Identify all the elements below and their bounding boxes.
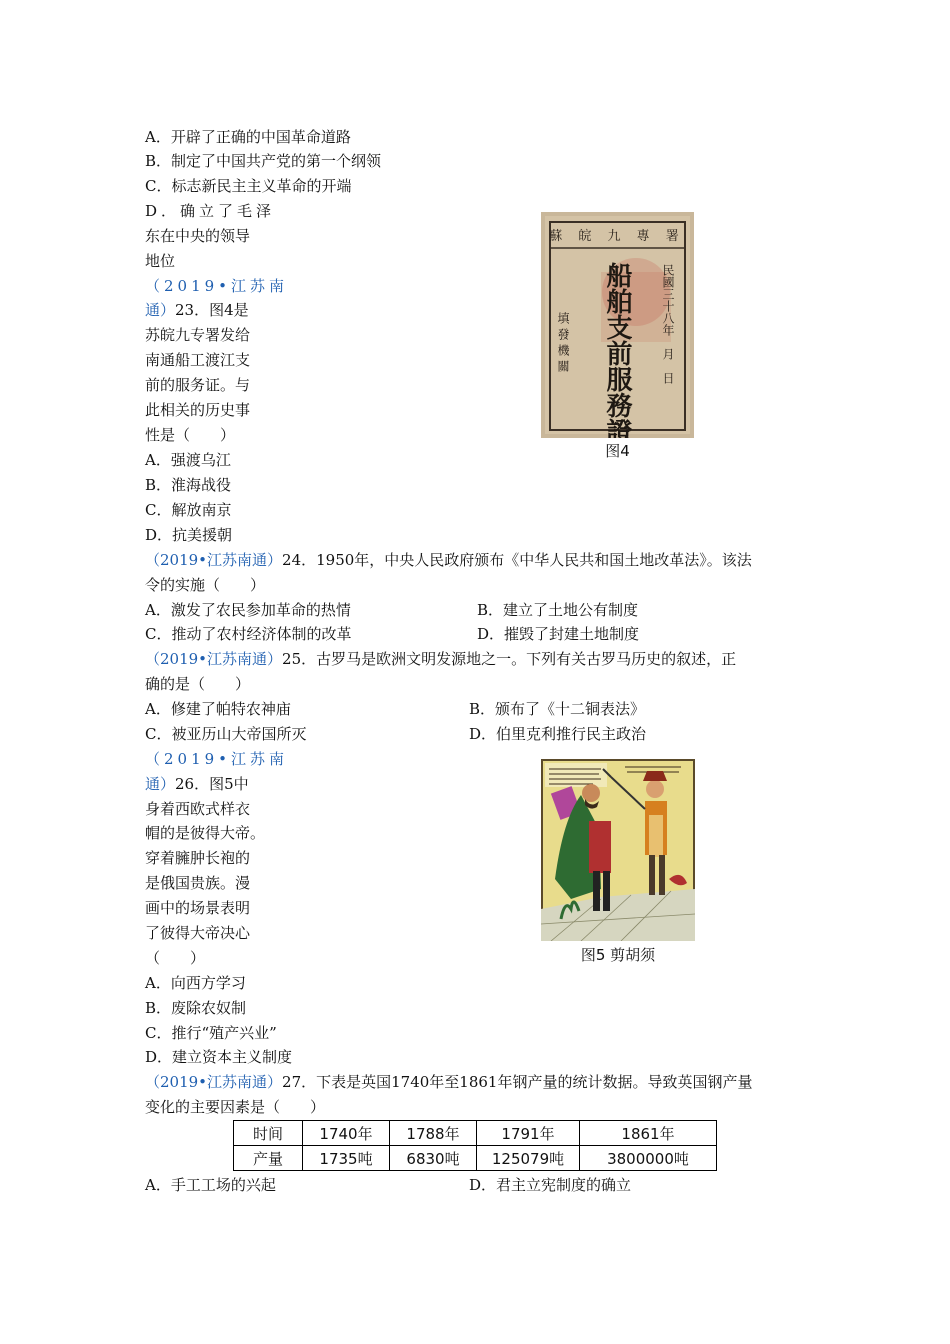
q25-option-b: B．颁布了《十二铜表法》 (469, 700, 646, 718)
table-cell: 1735吨 (303, 1146, 390, 1171)
table-cell: 1788年 (390, 1121, 477, 1146)
q25-option-c: C．被亚历山大帝国所灭 (145, 725, 307, 743)
q25-option-a: A．修建了帕特农神庙 (145, 700, 291, 718)
certificate-header: 蘇 皖 九 專 署 (549, 229, 685, 244)
q23-stem-line1 (145, 298, 249, 323)
q22-option-b: B．制定了中国共产党的第一个纲领 (145, 152, 382, 170)
q22-option-d-line3: 地位 (145, 252, 176, 270)
q26-option-d: D．建立资本主义制度 (145, 1048, 293, 1066)
q27-stem-line1 (145, 1070, 752, 1095)
q23-option-a: A．强渡乌江 (145, 451, 231, 469)
q22-option-c: C．标志新民主主义革命的开端 (145, 177, 352, 195)
q24-stem-text: 24．1950年，中央人民政府颁布《中华人民共和国土地改革法》。该法 (282, 551, 752, 569)
table-row (234, 1121, 717, 1146)
q23-stem-line5: 此相关的历史事 (145, 401, 251, 419)
cartoon-image (541, 759, 695, 941)
q26-source-line1: （2019•江苏南 (145, 750, 289, 768)
q25-stem-text: 25．古罗马是欧洲文明发源地之一。下列有关古罗马历史的叙述，正 (282, 650, 737, 668)
q23-option-d: D．抗美援朝 (145, 526, 233, 544)
q23-stem-line6: 性是（ ） (145, 426, 236, 444)
q25-stem-line1 (145, 647, 736, 672)
q24-option-b: B．建立了土地公有制度 (477, 601, 639, 619)
q23-source-line1: （2019•江苏南 (145, 277, 289, 295)
q25-source: （2019•江苏南通） (145, 650, 283, 668)
q23-source-line2: 通） (145, 301, 176, 319)
q26-source-line2: 通） (145, 775, 176, 793)
q24-source: （2019•江苏南通） (145, 551, 283, 569)
q27-option-a: A．手工工场的兴起 (145, 1176, 276, 1194)
q22-option-d-line1: D．确立了毛泽 (145, 202, 276, 220)
q26-stem-line2: 身着西欧式样衣 (145, 800, 251, 818)
q24-option-d: D．摧毁了封建土地制度 (477, 625, 640, 643)
q26-stem-line1 (145, 772, 249, 797)
q26-stem-line6: 画中的场景表明 (145, 899, 251, 917)
certificate-title: 船舶支前服務證 (602, 262, 632, 438)
table-cell: 1791年 (477, 1121, 580, 1146)
figure-5-cartoon (541, 759, 695, 941)
q23-stem-line3: 南通船工渡江支 (145, 351, 251, 369)
q23-stem-line4: 前的服务证。与 (145, 376, 251, 394)
q26-stem-line5: 是俄国贵族。漫 (145, 874, 251, 892)
table-cell: 125079吨 (477, 1146, 580, 1171)
q26-stem-line8: （ ） (145, 949, 206, 967)
q27-stem-line2: 变化的主要因素是（ ） (145, 1098, 326, 1116)
q27-option-d: D．君主立宪制度的确立 (469, 1176, 632, 1194)
q23-option-b: B．淮海战役 (145, 476, 232, 494)
table-cell: 1740年 (303, 1121, 390, 1146)
figure-4-caption: 图4 (605, 442, 630, 460)
table-cell: 1861年 (580, 1121, 717, 1146)
q26-stem-line4: 穿着臃肿长袍的 (145, 849, 251, 867)
certificate-date: 民國三十八年 月 日 (661, 264, 675, 384)
q24-option-a: A．激发了农民参加革命的热情 (145, 601, 351, 619)
table-cell: 时间 (234, 1121, 303, 1146)
q24-option-c: C．推动了农村经济体制的改革 (145, 625, 352, 643)
q27-source: （2019•江苏南通） (145, 1073, 283, 1091)
q26-stem-line7: 了彼得大帝决心 (145, 924, 251, 942)
q23-stem-text1: 23．图4是 (175, 301, 249, 319)
q26-option-b: B．废除农奴制 (145, 999, 247, 1017)
q26-option-a: A．向西方学习 (145, 974, 246, 992)
q22-option-d-line2: 东在中央的领导 (145, 227, 251, 245)
table-cell: 6830吨 (390, 1146, 477, 1171)
q26-option-c: C．推行“殖产兴业” (145, 1024, 277, 1042)
figure-5-caption: 图5 剪胡须 (580, 946, 656, 964)
q23-option-c: C．解放南京 (145, 501, 232, 519)
table-cell: 3800000吨 (580, 1146, 717, 1171)
certificate-issuer: 填發機關 (556, 312, 570, 376)
q25-stem-line2: 确的是（ ） (145, 675, 251, 693)
q26-stem-text1: 26．图5中 (175, 775, 249, 793)
q22-option-a: A．开辟了正确的中国革命道路 (145, 128, 351, 146)
q24-stem-line2: 令的实施（ ） (145, 576, 266, 594)
q25-option-d: D．伯里克利推行民主政治 (469, 725, 647, 743)
q26-stem-line3: 帽的是彼得大帝。 (145, 824, 266, 842)
q27-stem-text: 27．下表是英国1740年至1861年钢产量的统计数据。导致英国钢产量 (282, 1073, 753, 1091)
steel-output-table (233, 1120, 717, 1171)
q23-stem-line2: 苏皖九专署发给 (145, 326, 251, 344)
table-row (234, 1146, 717, 1171)
figure-4-certificate (541, 212, 694, 438)
table-cell: 产量 (234, 1146, 303, 1171)
q24-stem-line1 (145, 548, 752, 573)
certificate-image (541, 212, 694, 438)
